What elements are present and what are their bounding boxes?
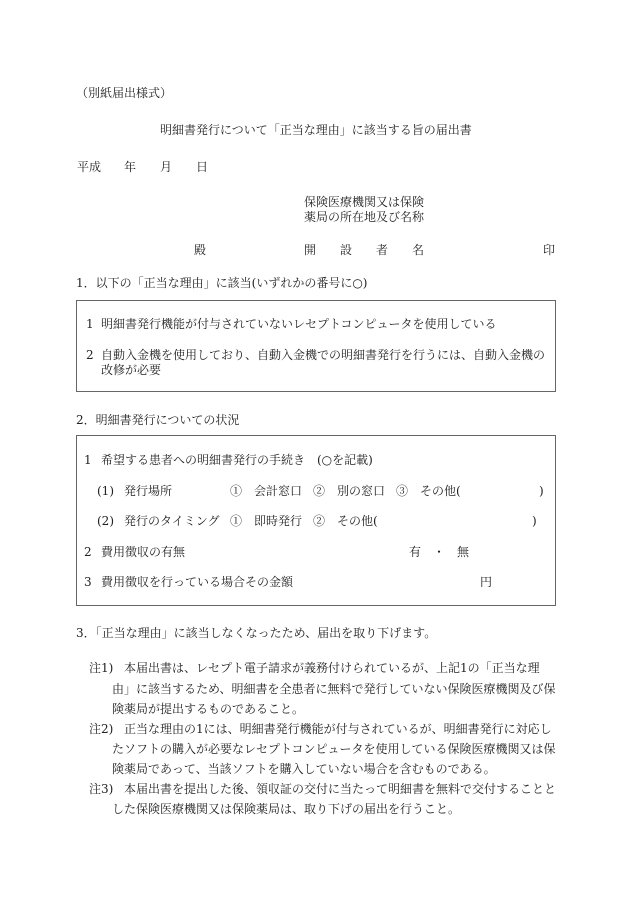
date-era: 平成 — [77, 160, 102, 174]
note-3-line1: 本届出書を提出した後、領収証の交付に当たって明細書を無料で交付することと — [124, 782, 557, 796]
addressee-suffix: 殿 — [194, 243, 207, 257]
issue-timing-option-2: ② その他( — [313, 514, 378, 528]
note-1-label: 注1) — [89, 661, 114, 675]
section1-box — [76, 300, 556, 392]
note-1-line2: 由」に該当するため、明細書を全患者に無料で発行していない保険医療機関及び保 — [112, 682, 556, 696]
issue-place-option-1: ① 会計窓口 — [230, 484, 303, 498]
note-3-label: 注3) — [89, 782, 114, 796]
date-day: 日 — [196, 160, 209, 174]
issue-place-label: 発行場所 — [124, 484, 173, 498]
issue-timing-label: 発行のタイミング — [124, 514, 220, 528]
note-2-label: 注2) — [89, 722, 114, 736]
founder-char-1: 開 — [304, 243, 317, 257]
reason-2-number: 2 — [86, 348, 94, 362]
issue-timing-option-1: ① 即時発行 — [230, 514, 303, 528]
fee-unit-yen: 円 — [480, 575, 493, 589]
date-month: 月 — [160, 160, 173, 174]
status-2-number: 2 — [84, 545, 92, 559]
issue-place-number: (1) — [97, 484, 114, 498]
issue-place-option-2: ② 別の窓口 — [313, 484, 386, 498]
issue-timing-number: (2) — [97, 514, 114, 528]
founder-char-4: 名 — [412, 243, 425, 257]
form-label: （別紙届出様式） — [76, 86, 173, 100]
status-3-number: 3 — [84, 575, 92, 589]
status-2-text: 費用徴収の有無 — [101, 545, 186, 559]
reason-1-text: 明細書発行機能が付与されていないレセプトコンピュータを使用している — [101, 317, 497, 331]
reason-2-line2: 改修が必要 — [101, 363, 162, 377]
institution-name-line1: 保険医療機関又は保険 — [304, 195, 425, 209]
institution-name-line2: 薬局の所在地及び名称 — [304, 210, 425, 224]
status-1-text: 希望する患者への明細書発行の手続き (○を記載) — [101, 453, 373, 467]
note-3-line2: した保険医療機関又は保険薬局は、取り下げの届出を行うこと。 — [112, 802, 461, 816]
note-2-line3: 険薬局であって、当該ソフトを購入していない場合を含むものである。 — [112, 762, 496, 776]
seal-mark: 印 — [543, 243, 556, 257]
issue-place-close-paren: ) — [539, 484, 544, 498]
fee-choice: 有 ・ 無 — [409, 545, 470, 559]
reason-1-number: 1 — [86, 317, 94, 331]
date-year: 年 — [124, 160, 137, 174]
issue-place-option-3: ③ その他( — [396, 484, 461, 498]
section2-heading: 2．明細書発行についての状況 — [76, 413, 240, 427]
note-1-line1: 本届出書は、レセプト電子請求が義務付けられているが、上記1の「正当な理 — [124, 661, 540, 675]
founder-char-2: 設 — [340, 243, 353, 257]
status-1-number: 1 — [84, 453, 92, 467]
note-2-line2: たソフトの購入が必要なレセプトコンピュータを使用している保険医療機関又は保 — [112, 742, 556, 756]
section1-heading: 1．以下の「正当な理由」に該当(いずれかの番号に○) — [76, 276, 368, 290]
status-3-text: 費用徴収を行っている場合その金額 — [101, 575, 294, 589]
document-title: 明細書発行について「正当な理由」に該当する旨の届出書 — [160, 123, 472, 137]
note-2-line1: 正当な理由の1には、明細書発行機能が付与されているが、明細書発行に対応し — [124, 722, 552, 736]
note-1-line3: 険薬局が提出するものであること。 — [112, 702, 305, 716]
section2-box — [76, 435, 556, 606]
reason-2-line1: 自動入金機を使用しており、自動入金機での明細書発行を行うには、自動入金機の — [101, 348, 546, 362]
issue-timing-close-paren: ) — [532, 514, 537, 528]
section3-withdrawal: 3．「正当な理由」に該当しなくなったため、届出を取り下げます。 — [76, 626, 437, 640]
founder-char-3: 者 — [376, 243, 389, 257]
